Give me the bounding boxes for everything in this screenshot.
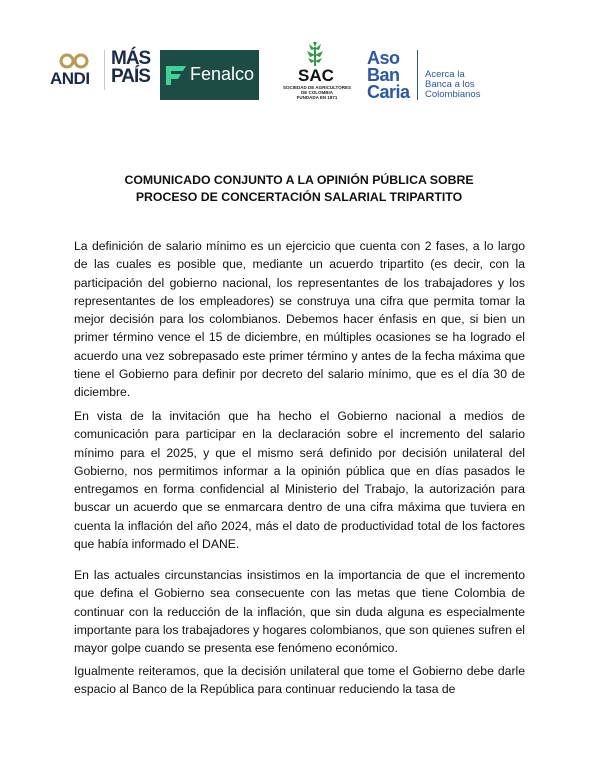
sac-logo	[282, 41, 352, 101]
sac-plant-icon	[302, 41, 328, 67]
sac-subtitle-line-1: SOCIEDAD DE AGRICULTORES	[283, 85, 351, 90]
andi-logo	[50, 52, 100, 90]
fenalco-logo	[160, 50, 259, 100]
mas-pais-logo	[111, 50, 161, 90]
asobancaria-logo	[367, 50, 413, 102]
title-line-1: COMUNICADO CONJUNTO A LA OPINIÓN PÚBLICA SOBRE	[124, 173, 474, 187]
asobancaria-tagline-line-2: Banca a los	[425, 79, 475, 90]
mas-pais-line-2: PAÍS	[111, 66, 150, 87]
asobancaria-divider	[417, 50, 418, 100]
document-title	[60, 172, 538, 206]
paragraph-4: Igualmente reiteramos, que la decisión unilateral que tome el Gobierno debe darle espacio al Banco de la República para continuar reduciendo la tasa de	[74, 664, 525, 697]
asobancaria-word-2: Ban	[367, 65, 400, 85]
mas-pais-line-1: MÁS	[111, 48, 151, 69]
asobancaria-tagline-line-3: Colombianos	[425, 89, 481, 100]
andi-symbol-icon	[54, 52, 94, 70]
sac-subtitle-line-3: FUNDADA EN 1871	[296, 95, 338, 100]
logo-bar	[0, 0, 599, 120]
fenalco-f-icon	[164, 63, 188, 87]
asobancaria-word-1: Aso	[367, 48, 400, 68]
title-line-2: PROCESO DE CONCERTACIÓN SALARIAL TRIPARTITO	[135, 190, 463, 204]
paragraph-3: En las actuales circunstancias insistimos en la importancia de que el incremento que defina el Gobierno sea consecuente con las metas que tiene Colombia de continuar con la reducción de la inflación, que sin duda alguna es especialmente importante para los trabajadores y hogares colombianos, que son quienes sufren el mayor golpe cuando se presenta ese fenómeno económico.	[74, 568, 525, 656]
sac-wordmark: SAC	[298, 66, 334, 85]
asobancaria-word-3: Caria	[367, 82, 410, 102]
paragraph-1: La definición de salario mínimo es un ejercicio que cuenta con 2 fases, a lo largo de las cuales es posible que, mediante un acuerdo tripartito (es decir, con la participación del gobierno nacional, los representantes de los trabajadores y los representantes de los empleadores) se construya una cifra que permita tomar la mejor decisión para los colombianos. Debemos hacer énfasis en que, si bien un primer término vence el 15 de diciembre, en múltiples ocasiones se ha logrado el acuerdo una vez sobrepasado este primer término y antes de la fecha máxima que tiene el Gobierno para definir por decreto del salario mínimo, que es el día 30 de diciembre.	[74, 239, 525, 400]
fenalco-wordmark: Fenalco	[190, 64, 255, 84]
sac-subtitle	[282, 85, 352, 100]
asobancaria-tagline	[425, 70, 515, 100]
logo-divider	[104, 50, 105, 90]
sac-subtitle-line-2: DE COLOMBIA	[301, 90, 333, 95]
andi-wordmark: ANDI	[50, 69, 90, 88]
asobancaria-tagline-line-1: Acerca la	[425, 69, 465, 80]
paragraph-2: En vista de la invitación que ha hecho el Gobierno nacional a medios de comunicación para participar en la declaración sobre el incremento del salario mínimo para el 2025, y que el mismo será definido por decisión unilateral del Gobierno, nos permitimos informar a la opinión pública que en días pasados le entregamos en forma confidencial al Ministerio del Trabajo, la autorización para buscar un acuerdo que se enmarcara dentro de una cifra máxima que tuviera en cuenta la inflación del año 2024, más el dato de productividad total de los factores que había informado el DANE.	[74, 409, 525, 552]
